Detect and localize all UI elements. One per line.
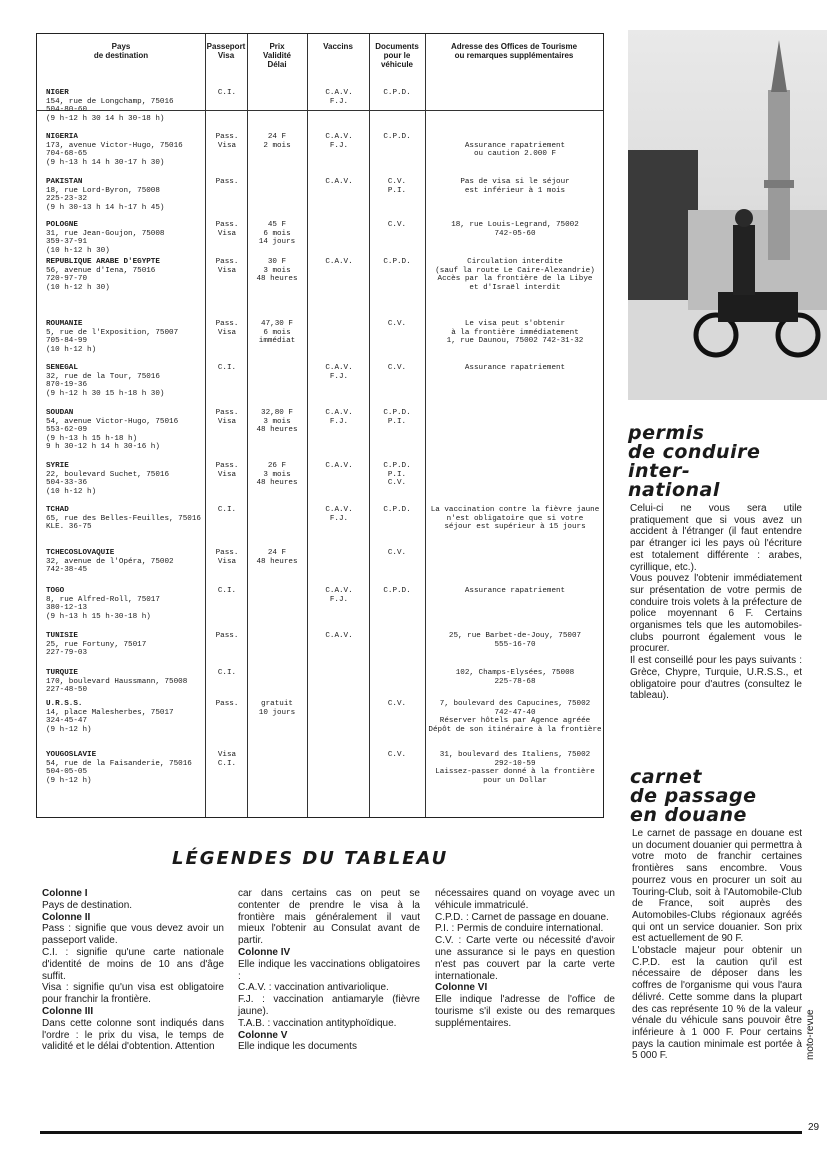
- price-validity-cell: 32,80 F 3 mois 48 heures: [256, 409, 298, 435]
- passport-visa-cell: Pass. Visa: [215, 549, 239, 566]
- consulate-address: 32, avenue de l'Opéra, 75002 742-38-45: [46, 557, 174, 575]
- passport-visa-cell: C.I.: [217, 587, 237, 595]
- legend-text: Dans cette colonne sont indiqués dans l'ordre : le prix du visa, le temps de validité et le délai d'obtention. Attention: [42, 1017, 224, 1053]
- consulate-address: 170, boulevard Haussmann, 75008 227-48-50: [46, 677, 188, 695]
- permis-text: Celui-ci ne vous sera utile pratiquement que si vous avez un accident à l'étranger (il faut entendre par étranger ici les pays où l'écriture est totalement différente : arabes, cyrillique, etc.). Vous pouvez l'obtenir immédiatement sur présentation de votre permis de conduire trois volets à la préfecture de police moyennant 6 F. Certains organismes tels que les automobiles-clubs pourront également vous le procurer. Il est conseillé pour les pays suivants : Grèce, Chypre, Turquie, U.R.S.S., et obligatoire pour d'autres (consultez le tableau).: [630, 503, 802, 702]
- remarks-cell: La vaccination contre la fièvre jaune n'est obligatoire que si votre séjour est supérieur à 15 jours: [430, 506, 600, 532]
- country-cell: [46, 549, 206, 575]
- permis-title: permis de conduire inter- national: [628, 422, 761, 501]
- consulate-address: 65, rue des Belles-Feuilles, 75016 KLE. 36-75: [46, 514, 201, 532]
- country-cell: [46, 409, 206, 452]
- consulate-address: 56, avenue d'Iena, 75016 720-97-70 (10 h-12 h 30): [46, 266, 156, 292]
- country-name: SYRIE: [46, 462, 69, 470]
- vehicle-docs-cell: C.V.: [387, 320, 407, 328]
- price-validity-cell: 30 F 3 mois 48 heures: [256, 258, 298, 284]
- price-validity-cell: 24 F 2 mois: [263, 133, 291, 150]
- country-cell: [46, 364, 206, 398]
- vehicle-docs-cell: C.P.D. P.I.: [383, 409, 411, 426]
- header-address: Adresse des Offices de Tourisme ou remarques supplémentaires: [450, 42, 578, 60]
- vaccines-cell: C.A.V.: [325, 178, 353, 186]
- remarks-cell: 7, boulevard des Capucines, 75002 742-47-40 Réserver hôtels par Agence agréée Dépôt de son itinéraire à la frontière: [428, 700, 602, 734]
- vaccines-cell: C.A.V.: [325, 258, 353, 266]
- legend-heading: Colonne IV: [238, 946, 291, 958]
- consulate-address: 5, rue de l'Exposition, 75007 705-84-99 (10 h-12 h): [46, 328, 179, 354]
- remarks-cell: 18, rue Louis-Legrand, 75002 742-05-60: [451, 221, 579, 238]
- legend-text: car dans certains cas on peut se contenter de prendre le visa à la frontière mais généralement il vaut mieux l'obtenir au Consulat avant de partir.: [238, 888, 420, 947]
- consulate-address: 8, rue Alfred-Roll, 75017 380-12-13 (9 h-13 h 15 h-30-18 h): [46, 595, 160, 621]
- consulate-address: 54, avenue Victor-Hugo, 75016 553-62-09 (9 h-13 h 15 h-18 h) 9 h 30-12 h 14 h 30-16 h): [46, 417, 179, 452]
- passport-visa-cell: C.I.: [217, 506, 237, 514]
- passport-visa-cell: Visa C.I.: [217, 751, 237, 768]
- country-name: PAKISTAN: [46, 178, 83, 186]
- consulate-address: 18, rue Lord-Byron, 75008 225-23-32 (9 h 30-13 h 14 h-17 h 45): [46, 186, 165, 212]
- vaccines-cell: C.A.V. F.J.: [325, 364, 353, 381]
- col-divider: [425, 34, 426, 817]
- country-cell: [46, 178, 206, 212]
- header-vehicle: Documents pour le véhicule: [375, 42, 419, 69]
- consulate-address: 22, boulevard Suchet, 75016 504-33-36 (10 h-12 h): [46, 470, 170, 496]
- passport-visa-cell: Pass.: [215, 632, 239, 640]
- vehicle-docs-cell: C.V. P.I.: [387, 178, 407, 195]
- header-country: Pays de destination: [93, 42, 149, 60]
- price-validity-cell: 26 F 3 mois 48 heures: [256, 462, 298, 488]
- legend-heading: Colonne V: [238, 1029, 288, 1041]
- remarks-cell: Assurance rapatriement: [464, 364, 566, 372]
- bottom-rule: [40, 1131, 802, 1134]
- consulate-address: 31, rue Jean-Goujon, 75008 359-37-91 (10 h-12 h 30): [46, 229, 165, 255]
- vehicle-docs-cell: C.V.: [387, 364, 407, 372]
- country-name: TCHAD: [46, 506, 69, 514]
- passport-visa-cell: Pass. Visa: [215, 462, 239, 479]
- remarks-cell: 25, rue Barbet-de-Jouy, 75007 555-16-70: [448, 632, 582, 649]
- passport-visa-cell: Pass. Visa: [215, 133, 239, 150]
- legend-text: Elle indique l'adresse de l'office de tourisme s'il existe ou des remarques supplémentaires.: [435, 994, 615, 1029]
- passport-visa-cell: C.I.: [217, 89, 237, 97]
- country-cell: [46, 462, 206, 496]
- photo-motorcycle-minaret: [628, 30, 827, 400]
- passport-visa-cell: C.I.: [217, 669, 237, 677]
- vehicle-docs-cell: C.P.D.: [383, 258, 411, 266]
- vehicle-docs-cell: C.P.D.: [383, 133, 411, 141]
- price-validity-cell: 24 F 48 heures: [256, 549, 298, 566]
- country-cell: [46, 700, 206, 734]
- vaccines-cell: C.A.V.: [325, 632, 353, 640]
- remarks-cell: Le visa peut s'obtenir à la frontière immédiatement 1, rue Daunou, 75002 742-31-32: [446, 320, 584, 346]
- magazine-name: moto-revue: [805, 1009, 816, 1060]
- remarks-cell: 102, Champs-Elysées, 75008 225-78-68: [455, 669, 575, 686]
- travel-table: [36, 33, 604, 818]
- vehicle-docs-cell: C.P.D. P.I. C.V.: [383, 462, 411, 488]
- country-cell: [46, 221, 206, 255]
- passport-visa-cell: Pass. Visa: [215, 409, 239, 426]
- page-number: 29: [808, 1122, 820, 1133]
- carnet-text: Le carnet de passage en douane est un document douanier qui permettra à votre moto de franchir certaines frontières sans encombre. Vous pourrez vous en procurer un soit au Touring-Club, soit à l'Automobile-Club de France, soit auprès des Automobiles-Clubs régionaux agréés qui ont un service douanier. Son prix est actuellement de 90 F. L'obstacle majeur pour obtenir un C.P.D. est la caution qu'il est nécessaire de déposer dans les coffres de l'organisme qui vous l'aura délivré. Cette somme dans la plupart des cas représente 10 % de la valeur vénale du véhicule sans pouvoir être inférieure à 1 000 F. Pour certains pays la caution minimale est portée à 5 000 F.: [632, 828, 802, 1062]
- country-name: ROUMANIE: [46, 320, 83, 328]
- passport-visa-cell: Pass. Visa: [215, 221, 239, 238]
- carnet-title: carnet de passage en douane: [630, 766, 757, 826]
- consulate-address: 173, avenue Victor-Hugo, 75016 704-68-65 (9 h-13 h 14 h 30-17 h 30): [46, 141, 183, 167]
- vehicle-docs-cell: C.V.: [387, 221, 407, 229]
- consulate-address: 14, place Malesherbes, 75017 324-45-47 (9 h-12 h): [46, 708, 174, 734]
- country-name: SENEGAL: [46, 364, 78, 372]
- country-name: U.R.S.S.: [46, 700, 83, 708]
- consulate-address: 32, rue de la Tour, 75016 870-19-36 (9 h-12 h 30 15 h-18 h 30): [46, 372, 165, 398]
- col-divider: [247, 34, 248, 817]
- country-cell: [46, 669, 206, 695]
- header-doc: Passeport Visa: [206, 42, 246, 60]
- vaccines-cell: C.A.V. F.J.: [325, 133, 353, 150]
- legend-text: Pass : signifie que vous devez avoir un passeport valide. C.I. : signifie qu'une carte nationale d'identité de moins de 10 ans d'âge suffit. Visa : signifie qu'un visa est obligatoire pour franchir la frontière.: [42, 923, 224, 1006]
- country-cell: [46, 133, 206, 167]
- legend-text: Elle indique les vaccinations obligatoires : C.A.V. : vaccination antivariolique. F.J. : vaccination antiamaryle (fièvre jaune). T.A.B. : vaccination antityphoïdique.: [238, 958, 420, 1029]
- legend-heading: Colonne III: [42, 1005, 94, 1017]
- price-validity-cell: gratuit 10 jours: [258, 700, 296, 717]
- legend-text: nécessaires quand on voyage avec un véhicule immatriculé. C.P.D. : Carnet de passage en douane. P.I. : Permis de conduire international. C.V. : Carte verte ou nécessité d'avoir une assurance si le pays en question n'est pas couvert par la carte verte internationale.: [435, 888, 615, 982]
- price-validity-cell: 47,30 F 6 mois immédiat: [258, 320, 296, 346]
- vehicle-docs-cell: C.V.: [387, 751, 407, 759]
- vehicle-docs-cell: C.P.D.: [383, 506, 411, 514]
- vaccines-cell: C.A.V. F.J.: [325, 587, 353, 604]
- remarks-cell: Assurance rapatriement: [464, 587, 566, 595]
- consulate-address: 25, rue Fortuny, 75017 227-79-03: [46, 640, 147, 658]
- vaccines-cell: C.A.V. F.J.: [325, 89, 353, 106]
- legend-title: LÉGENDES DU TABLEAU: [172, 848, 449, 869]
- legend-heading: Colonne I: [42, 888, 88, 899]
- vehicle-docs-cell: C.P.D.: [383, 587, 411, 595]
- country-name: TUNISIE: [46, 632, 78, 640]
- legend-heading: Colonne II: [42, 911, 91, 923]
- country-name: SOUDAN: [46, 409, 74, 417]
- col-divider: [369, 34, 370, 817]
- vaccines-cell: C.A.V.: [325, 462, 353, 470]
- vehicle-docs-cell: C.V.: [387, 549, 407, 557]
- legend-heading: Colonne VI: [435, 982, 488, 994]
- country-name: TURQUIE: [46, 669, 78, 677]
- passport-visa-cell: C.I.: [217, 364, 237, 372]
- header-vaccines: Vaccins: [323, 42, 353, 51]
- country-name: YOUGOSLAVIE: [46, 751, 97, 759]
- vehicle-docs-cell: C.V.: [387, 700, 407, 708]
- country-cell: [46, 751, 206, 785]
- remarks-cell: 31, boulevard des Italiens, 75002 292-10-59 Laissez-passer donné à la frontière pour un Dollar: [435, 751, 595, 785]
- passport-visa-cell: Pass. Visa: [215, 320, 239, 337]
- legend-text: Elle indique les documents: [238, 1041, 357, 1053]
- country-name: TOGO: [46, 587, 65, 595]
- header-price: Prix Validité Délai: [262, 42, 291, 69]
- remarks-cell: Pas de visa si le séjour est inférieur à 1 mois: [460, 178, 570, 195]
- vaccines-cell: C.A.V. F.J.: [325, 409, 353, 426]
- remarks-cell: Assurance rapatriement ou caution 2.000 F: [464, 141, 566, 159]
- legend-column-1: [42, 888, 224, 1053]
- country-cell: [46, 632, 206, 658]
- country-name: NIGER: [46, 89, 69, 97]
- country-name: REPUBLIQUE ARABE D'EGYPTE: [46, 258, 160, 266]
- consulate-address: 154, rue de Longchamp, 75016 504-80-60 (9 h-12 h 30 14 h 30-18 h): [46, 97, 174, 123]
- price-validity-cell: 45 F 6 mois 14 jours: [258, 221, 296, 247]
- vehicle-docs-cell: C.P.D.: [383, 89, 411, 97]
- country-name: NIGERIA: [46, 133, 78, 141]
- country-cell: [46, 320, 206, 354]
- passport-visa-cell: Pass.: [215, 178, 239, 186]
- passport-visa-cell: Pass. Visa: [215, 258, 239, 275]
- country-name: TCHECOSLOVAQUIE: [46, 549, 115, 557]
- legend-text: Pays de destination.: [42, 899, 133, 911]
- country-cell: [46, 89, 206, 123]
- legend-column-3: [435, 888, 615, 1030]
- vaccines-cell: C.A.V. F.J.: [325, 506, 353, 523]
- country-name: POLOGNE: [46, 221, 78, 229]
- col-divider: [307, 34, 308, 817]
- country-cell: [46, 506, 206, 532]
- consulate-address: 54, rue de la Faisanderie, 75016 504-05-05 (9 h-12 h): [46, 759, 192, 785]
- country-cell: [46, 587, 206, 621]
- remarks-cell: Circulation interdite (sauf la route Le Caire-Alexandrie) Accès par la frontière de la Libye et d'Israël interdit: [435, 258, 595, 292]
- country-cell: [46, 258, 206, 292]
- legend-column-2: [238, 888, 420, 1053]
- passport-visa-cell: Pass.: [215, 700, 239, 708]
